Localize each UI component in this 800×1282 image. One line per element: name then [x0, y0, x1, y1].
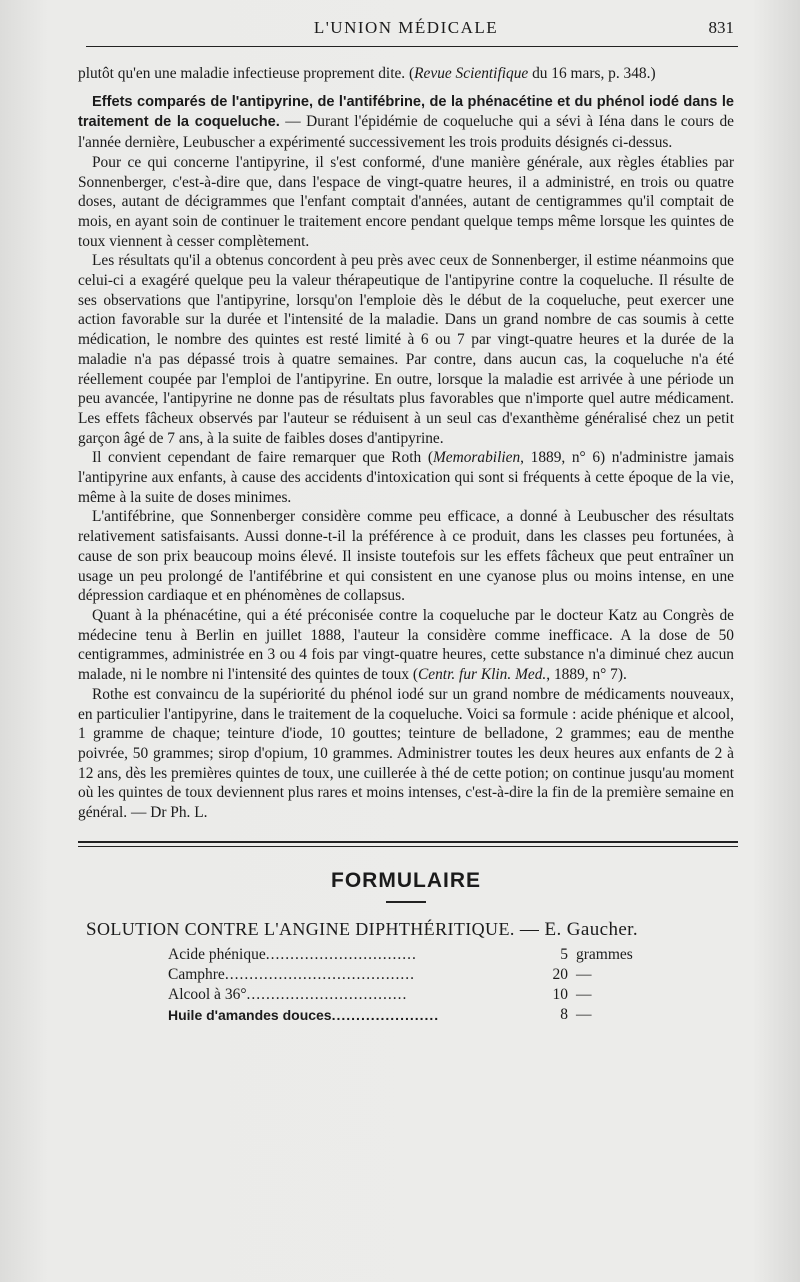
- article-heading: Effets comparés de l'antipyrine, de l'antifébrine, de la phénacétine et du phénol iodé dans le traitement de la coqueluche.: [78, 93, 734, 131]
- recipe-row: Alcool à 36°................................. 10 —: [168, 985, 734, 1005]
- paragraph-antipyrine: Pour ce qui concerne l'antipyrine, il s'est conformé, d'une manière générale, aux règles établies par Sonnenberger, c'est-à-dire que, dans l'espace de vingt-quatre heures, il a administré, en trois ou quatre doses, autant de décigrammes que l'enfant comptait d'années, autant de centigrammes qu'il comptait de mois, en ayant soin de continuer le traitement encore pendant quelque temps même lorsque les quintes de toux viennent à cesser complètement.: [78, 153, 734, 250]
- recipe-row: Huile d'amandes douces...................... 8 —: [168, 1005, 734, 1025]
- ingredient-qty: 10: [552, 985, 568, 1003]
- formulaire-rule: [386, 901, 426, 903]
- ingredient-name: Camphre: [168, 965, 225, 983]
- ingredient-unit: grammes: [576, 945, 633, 963]
- paragraph-roth: Il convient cependant de faire remarquer que Roth (Memorabilien, 1889, n° 6) n'administre jamais l'antipyrine aux enfants, à cause des accidents d'intoxication qui sont si fréquents à cette époque de la vie, même à la suite de doses minimes.: [78, 449, 734, 506]
- citation: Centr. fur Klin. Med.: [418, 666, 547, 684]
- ingredient-unit: —: [576, 1005, 592, 1023]
- ingredient-qty: 20: [552, 965, 568, 983]
- formulaire-title: FORMULAIRE: [331, 868, 481, 892]
- ingredient-unit: —: [576, 965, 592, 983]
- paragraph-phenacetine: Quant à la phénacétine, qui a été préconisée contre la coqueluche par le docteur Katz au Congrès de médecine tenu à Berlin en juillet 1888, l'auteur la considère comme inefficace. A la dose de 50 centigrammes, administrée en 3 ou 4 fois par vingt-quatre heures, cette substance n'a diminué chez aucun malade, ni le nombre ni l'intensité des quintes de toux (Centr. fur Klin. Med., 1889, n° 7).: [78, 606, 734, 684]
- paragraph-intro: plutôt qu'en une maladie infectieuse proprement dite. (Revue Scientifique du 16 mars, p. 348.): [78, 65, 656, 82]
- ingredient-name: Acide phénique: [168, 945, 266, 963]
- running-title: L'UNION MÉDICALE: [313, 18, 499, 37]
- formula-heading: SOLUTION CONTRE L'ANGINE DIPHTHÉRITIQUE. — E. Gaucher.: [86, 918, 639, 940]
- paragraph-heading: Effets comparés de l'antipyrine, de l'antifébrine, de la phénacétine et du phénol iodé dans le traitement de la coqueluche. — Durant l'épidémie de coqueluche qui a sévi à Iéna dans le cours de l'année dernière, Leubuscher a expérimenté successivement les trois produits désignés ci-dessus.: [78, 93, 734, 152]
- paragraph-antifebrine: L'antifébrine, que Sonnenberger considère comme peu efficace, a donné à Leubuscher des résultats relativement satisfaisants. Aussi donne-t-il la préférence à ce produit, dans les classes peu fortunées, à cause de son prix beaucoup moins élevé. Il insiste toutefois sur les effets fâcheux que peut entraîner un usage un peu prolongé de l'antifébrine et qui consistent en une cyanose plus ou moins intense, en une dépression cardiaque et en phénomènes de collapsus.: [78, 508, 734, 605]
- citation: Revue Scientifique: [414, 65, 529, 82]
- section-separator-thin: [78, 846, 738, 847]
- citation: Memorabilien: [432, 449, 521, 467]
- ingredient-unit: —: [576, 985, 592, 1003]
- ingredient-name: Alcool à 36°: [168, 985, 247, 1003]
- section-separator: [78, 841, 738, 843]
- ingredient-name: Huile d'amandes douces: [168, 1006, 332, 1023]
- header-rule: [86, 46, 738, 47]
- page-header: [78, 0, 734, 44]
- ingredient-qty: 8: [560, 1005, 568, 1023]
- article-body: [78, 44, 734, 823]
- page-number: 831: [708, 18, 734, 37]
- ingredient-qty: 5: [560, 945, 568, 963]
- recipe-row: Camphre....................................... 20 —: [168, 965, 734, 985]
- paragraph-rothe: Rothe est convaincu de la supériorité du phénol iodé sur un grand nombre de médicaments nouveaux, en particulier l'antipyrine, dans le traitement de la coqueluche. Voici sa formule : acide phénique et alcool, 1 gramme de chaque; teinture d'iode, 10 gouttes; teinture de belladone, 2 grammes; eau de menthe poivrée, 50 grammes; sirop d'opium, 10 grammes. Administrer toutes les deux heures aux enfants de 2 à 12 ans, dès les premières quintes de toux, une cuillerée à thé de cette potion; on continue jusqu'au moment où les quintes de toux deviennent plus rares et moins intenses, c'est-à-dire la fin de la première semaine en général. — Dr Ph. L.: [78, 685, 734, 822]
- paragraph-results: Les résultats qu'il a obtenus concordent à peu près avec ceux de Sonnenberger, il estime néanmoins que celui-ci a exagéré quelque peu la valeur thérapeutique de l'antipyrine contre la coqueluche. Il résulte de ses observations que l'antipyrine, lorsqu'on l'emploie dès le début de la coqueluche, peut exercer une action favorable sur la durée et l'intensité de la maladie. Dans un grand nombre de cas soumis à cette médication, le nombre des quintes est resté limité à 6 ou 7 par vingt-quatre heures et la durée de la maladie n'a pas dépassé trois à quatre semaines. Par contre, dans aucun cas, la coqueluche n'a été réellement coupée par l'emploi de l'antipyrine. En outre, lorsque la maladie est arrivée à une période un peu avancée, l'antipyrine ne donne pas de résultats plus favorables que n'importe quel autre médicament. Les effets fâcheux observés par l'auteur se réduisent à un seul cas d'exanthème généralisé chez un petit garçon âgé de 7 ans, à la suite de faibles doses d'antipyrine.: [78, 252, 734, 447]
- recipe-row: Acide phénique............................... 5 grammes: [168, 945, 734, 965]
- recipe-list: [78, 945, 734, 1025]
